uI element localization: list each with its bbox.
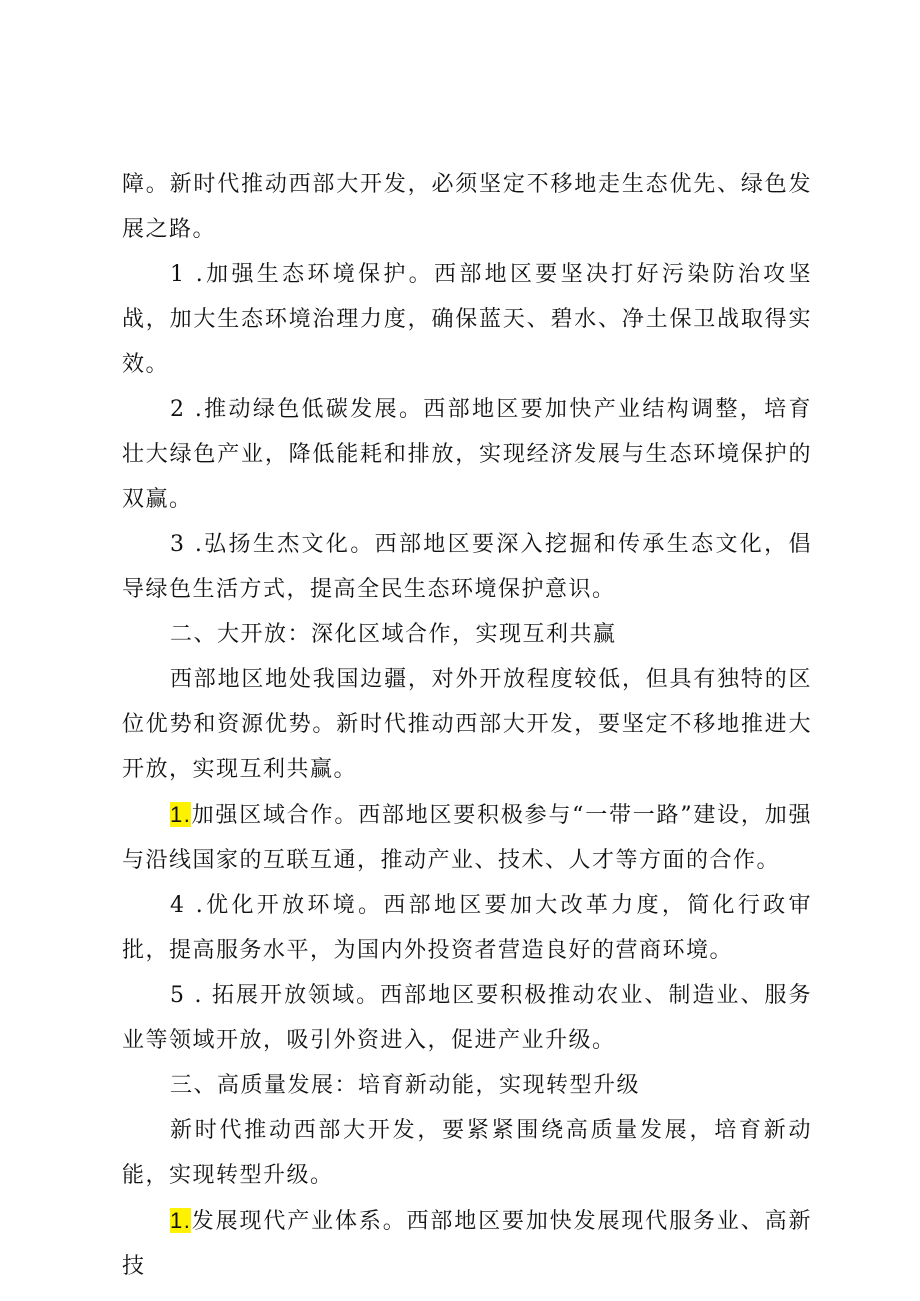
paragraph-item-5-fields: 5 . 拓展开放领域。西部地区要积极推动农业、制造业、服务业等领域开放，吸引外资进入，促进产业升级。 [122,983,812,1053]
document-body [122,162,812,1289]
paragraph-text: 加强区域合作。西部地区要积极参与“一带一路”建设，加强与沿线国家的互联互通，推动产业、技术、人才等方面的合作。 [122,803,812,873]
paragraph-item-3-eco-culture: 3 .弘扬生杰文化。西部地区要深入挖掘和传承生态文化，倡导绿色生活方式，提高全民生态环境保护意识。 [122,532,812,602]
paragraph-high-quality-intro: 新时代推动西部大开发，要紧紧围绕高质量发展，培育新动能，实现转型升级。 [122,1118,812,1188]
paragraph-item-2-green-development: 2 .推动绿色低碳发展。西部地区要加快产业结构调整，培育壮大绿色产业，降低能耗和排放，实现经济发展与生态环境保护的双赢。 [122,397,812,512]
paragraph-item-regional-cooperation [122,792,812,883]
section-heading-opening-up: 二、大开放：深化区域合作，实现互利共赢 [170,622,617,647]
paragraph-opening-up-intro: 西部地区地处我国边疆，对外开放程度较低，但具有独特的区位优势和资源优势。新时代推动西部大开发，要坚定不移地推进大开放，实现互利共赢。 [122,667,812,782]
paragraph-text: 发展现代产业体系。西部地区要加快发展现代服务业、高新技 [122,1209,812,1279]
highlighted-number: 1. [170,802,192,827]
highlighted-number: 1. [170,1208,192,1233]
section-heading-high-quality: 三、高质量发展：培育新动能，实现转型升级 [170,1073,641,1098]
paragraph-item-modern-industry [122,1198,812,1289]
paragraph-item-1-ecology: 1 .加强生态环境保护。西部地区要坚决打好污染防治攻坚战，加大生态环境治理力度，确保蓝天、碧水、净土保卫战取得实效。 [122,262,812,377]
paragraph-item-4-environment: 4 .优化开放环境。西部地区要加大改革力度，简化行政审批，提高服务水平，为国内外投资者营造良好的营商环境。 [122,893,812,963]
paragraph-continuation: 障。新时代推动西部大开发，必须坚定不移地走生态优先、绿色发展之路。 [122,172,812,242]
